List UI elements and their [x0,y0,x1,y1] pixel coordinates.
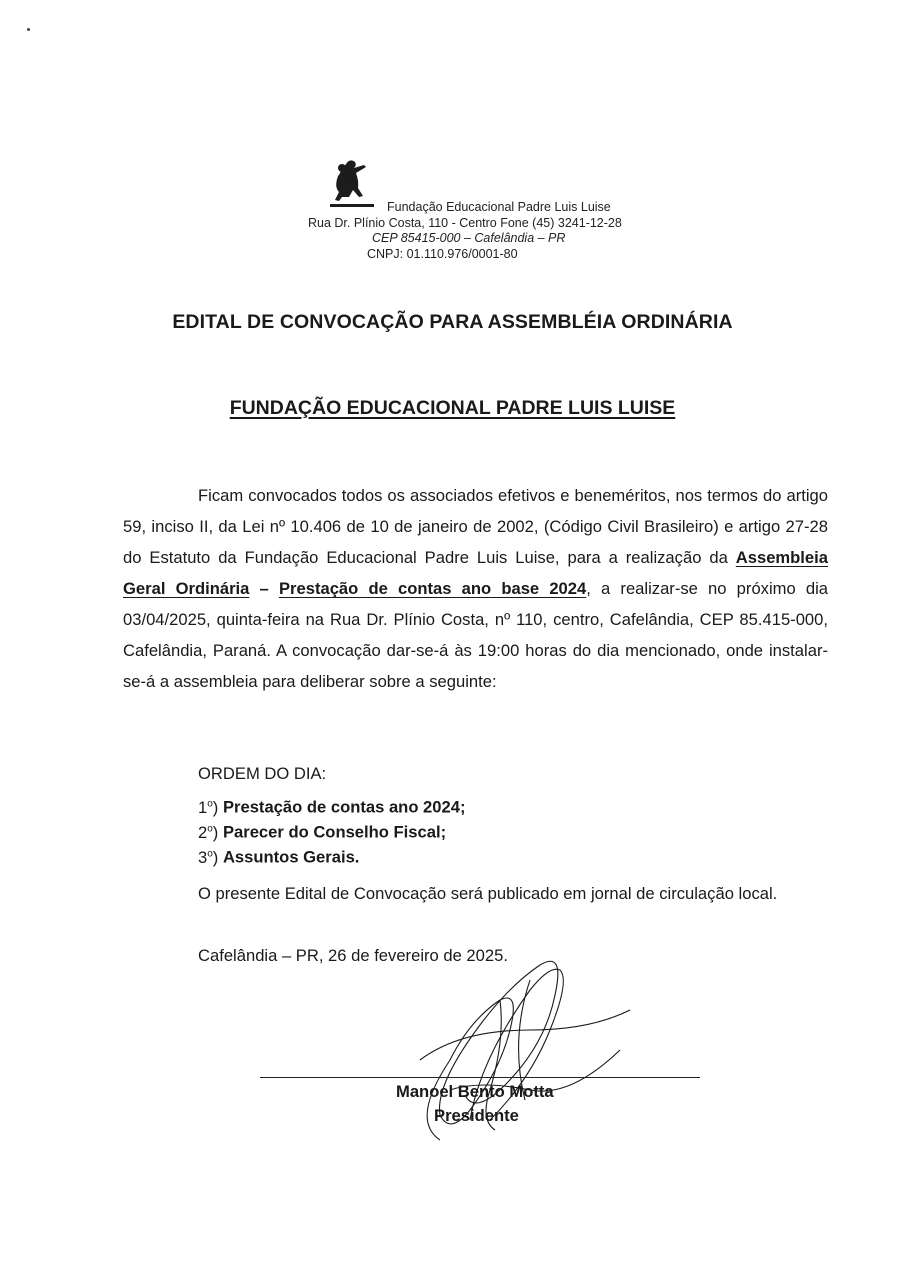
subtitle-text: FUNDAÇÃO EDUCACIONAL PADRE LUIS LUISE [229,397,676,419]
agenda-list [198,793,466,868]
signatory-role: Presidente [434,1106,519,1125]
body-accounts: Prestação de contas ano base 2024 [278,579,587,598]
body-intro: Ficam convocados todos os associados efetivos e beneméritos, nos termos do artigo 59, inciso II, da Lei nº 10.406 de 10 de janeiro de 2002, (Código Civil Brasileiro) e artigo 27-28 do Estatuto da Fundação Educacional Padre Luis Luise, para a realização da [123,486,828,567]
body-dash: – [249,579,279,598]
agenda-item: 3$^o$) Assuntos Gerais. [198,847,360,867]
document-subtitle [0,397,905,420]
body-paragraph [123,480,828,697]
handwritten-signature-icon [380,940,640,1160]
signature-line [260,1077,700,1078]
publish-note: O presente Edital de Convocação será publicado em jornal de circulação local. [198,884,778,903]
agenda-item-text: Assuntos Gerais. [222,847,360,867]
agenda-item: 2$^o$) Parecer do Conselho Fiscal; [198,822,447,842]
document-title: EDITAL DE CONVOCAÇÃO PARA ASSEMBLÉIA ORDINÁRIA [172,311,733,333]
place-date: Cafelândia – PR, 26 de fevereiro de 2025. [198,946,508,965]
body-rest: , a realizar-se no próximo dia 03/04/2025, quinta-feira na Rua Dr. Plínio Costa, nº 110, centro, Cafelândia, CEP 85.415-000, Cafelândia, Paraná. A convocação dar-se-á às 19:00 horas do dia mencionado, onde instalar-se-á a assembleia para deliberar sobre a seguinte: [123,579,829,691]
scan-speck [27,28,30,31]
agenda-item-number: 3 [198,847,208,867]
agenda-item: 1$^o$) Prestação de contas ano 2024; [198,797,466,817]
letterhead-cep: CEP 85415-000 – Cafelândia – PR [372,231,566,245]
signatory-name: Manoel Bento Motta [396,1082,554,1101]
letterhead-org-name: Fundação Educacional Padre Luis Luise [387,200,611,214]
letterhead-cnpj: CNPJ: 01.110.976/0001-80 [367,247,518,261]
agenda-item-ordinal: o [207,798,213,809]
foundation-logo-icon [328,158,378,210]
agenda-item-number: 2 [198,822,208,842]
agenda-heading: ORDEM DO DIA: [198,764,327,783]
agenda-item-ordinal: o [207,848,213,860]
agenda-item-ordinal: o [207,823,213,835]
letterhead-address: Rua Dr. Plínio Costa, 110 - Centro Fone (45) 3241-12-28 [308,216,622,230]
agenda-item-number: 1 [198,797,208,817]
agenda-item-text: Parecer do Conselho Fiscal; [222,822,447,842]
agenda-item-text: Prestação de contas ano 2024; [222,797,466,817]
agenda-section [198,763,466,868]
body-assembly: Assembleia Geral Ordinária [123,548,828,598]
